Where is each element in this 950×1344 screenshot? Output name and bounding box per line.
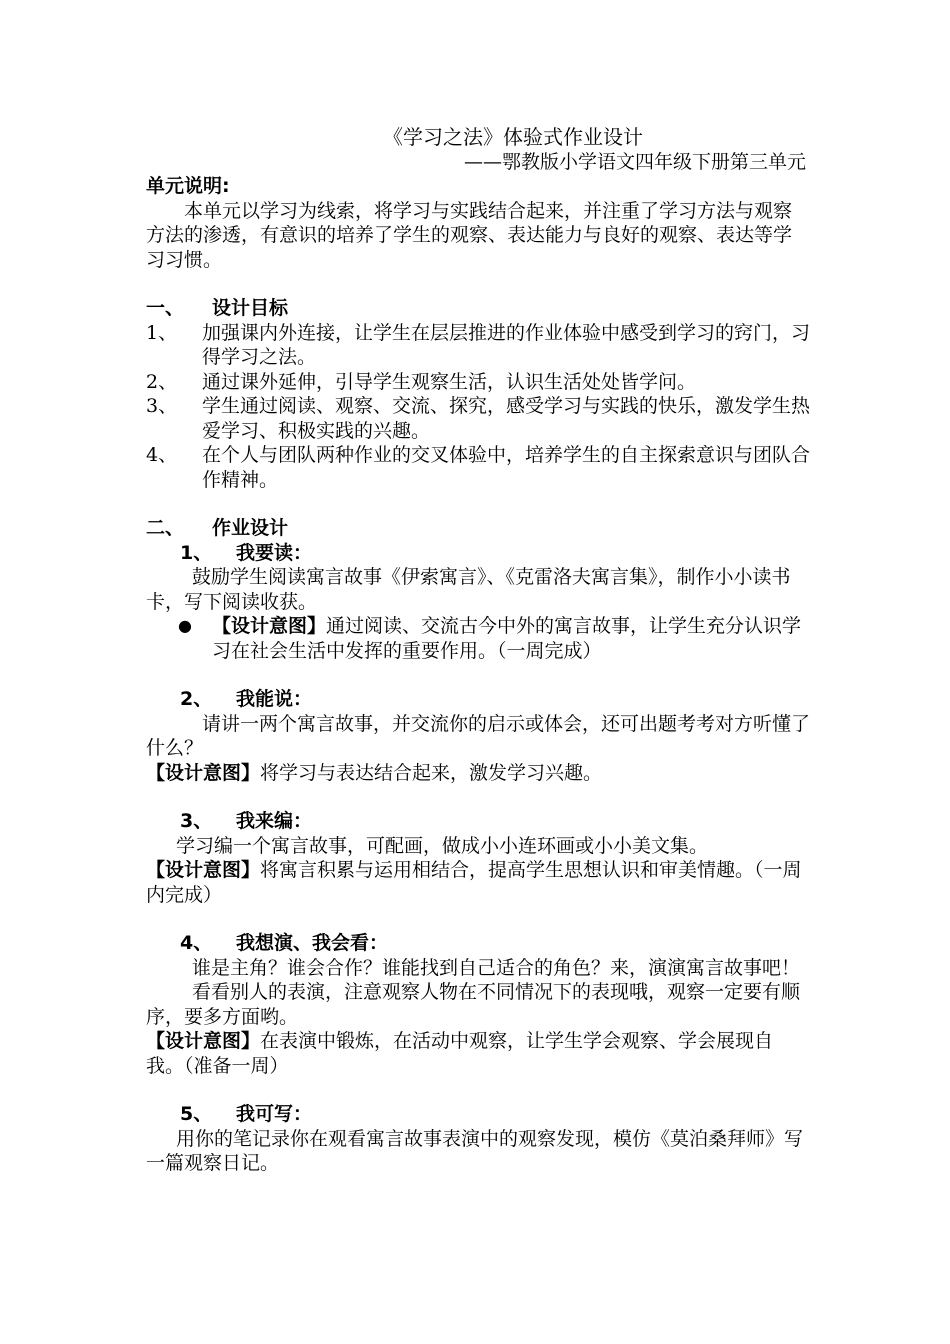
task-number: 1、 — [180, 541, 213, 564]
document-subtitle: ——鄂教版小学语文四年级下册第三单元 — [463, 151, 806, 173]
intent-label: 【设计意图】 — [146, 761, 261, 784]
intent-label: 【设计意图】 — [146, 859, 261, 881]
list-item — [146, 321, 810, 370]
task-title: 我能说： — [236, 688, 313, 710]
item-number: 2、 — [146, 370, 178, 393]
item-text: 在个人与团队两种作业的交叉体验中，培养学生的自主探索意识与团队合作精神。 — [202, 444, 811, 491]
task-body: 学习编一个寓言故事，可配画，做成小小连环画或小小美文集。 — [176, 834, 709, 857]
task-intent — [146, 1029, 810, 1078]
task-number: 4、 — [180, 932, 213, 954]
task-body: 看看别人的表演，注意观察人物在不同情况下的表现哦，观察一定要有顺序，要多方面哟。 — [146, 981, 801, 1028]
task-heading — [146, 1102, 810, 1127]
intent-text: 将学习与表达结合起来，激发学习兴趣。 — [260, 761, 603, 784]
section-title: 设计目标 — [212, 297, 289, 319]
item-number: 3、 — [146, 395, 178, 417]
document-title: 《学习之法》体验式作业设计 — [383, 125, 643, 149]
intent-text: 在表演中锻炼，在活动中观察，让学生学会观察、学会展现自我。（准备一周） — [146, 1030, 774, 1077]
bullet-icon: ● — [178, 616, 192, 635]
task-heading — [146, 541, 810, 566]
task-title: 我想演、我会看： — [236, 932, 389, 954]
task-body: 鼓励学生阅读寓言故事《伊索寓言》、《克雷洛夫寓言集》，制作小小读书卡，写下阅读收获。 — [146, 566, 791, 613]
item-number: 4、 — [146, 444, 178, 466]
unit-heading: 单元说明: — [146, 175, 230, 197]
section-number: 二、 — [146, 517, 185, 539]
goals-list — [146, 321, 810, 493]
intent-text: 通过阅读、交流古今中外的寓言故事，让学生充分认识学习在社会生活中发挥的重要作用。（一周完成） — [212, 615, 802, 662]
task-heading — [146, 687, 810, 712]
intent-label: 【设计意图】 — [212, 615, 327, 637]
document-page — [146, 124, 810, 1176]
task-intent — [146, 858, 810, 907]
unit-description: 本单元以学习为线索，将学习与实践结合起来，并注重了学习方法与观察方法的渗透，有意识的培养了学生的观察、表达能力与良好的观察、表达等学习习惯。 — [146, 199, 793, 271]
task-title: 我可写： — [236, 1103, 313, 1125]
section-title: 作业设计 — [212, 517, 289, 539]
item-text: 通过课外延伸，引导学生观察生活，认识生活处处皆学问。 — [202, 370, 697, 393]
task-number: 5、 — [180, 1103, 213, 1125]
task-number: 3、 — [180, 810, 213, 832]
task-intent — [146, 614, 810, 663]
task-body: 请讲一两个寓言故事，并交流你的启示或体会，还可出题考考对方听懂了什么？ — [146, 712, 811, 759]
task-intent — [146, 761, 810, 786]
task-title: 我要读： — [236, 541, 313, 564]
section-number: 一、 — [146, 297, 185, 319]
task-title: 我来编： — [236, 810, 313, 832]
list-item — [146, 394, 810, 443]
intent-text: 将寓言积累与运用相结合，提高学生思想认识和审美情趣。（一周内完成） — [146, 859, 802, 906]
item-number: 1、 — [146, 321, 178, 344]
task-body: 谁是主角？谁会合作？谁能找到自己适合的角色？来，演演寓言故事吧！ — [192, 956, 801, 979]
goals-heading — [146, 296, 810, 321]
intent-label: 【设计意图】 — [146, 1030, 261, 1052]
item-text: 学生通过阅读、观察、交流、探究，感受学习与实践的快乐，激发学生热爱学习、积极实践的兴趣。 — [202, 395, 811, 442]
task-heading — [146, 809, 810, 834]
list-item — [146, 443, 810, 492]
task-number: 2、 — [180, 688, 213, 710]
item-text: 加强课内外连接，让学生在层层推进的作业体验中感受到学习的窍门，习得学习之法。 — [202, 321, 811, 368]
task-heading — [146, 931, 810, 956]
list-item — [146, 370, 810, 395]
design-heading — [146, 516, 810, 541]
task-body: 用你的笔记录你在观看寓言故事表演中的观察发现，模仿《莫泊桑拜师》写一篇观察日记。 — [146, 1127, 804, 1174]
